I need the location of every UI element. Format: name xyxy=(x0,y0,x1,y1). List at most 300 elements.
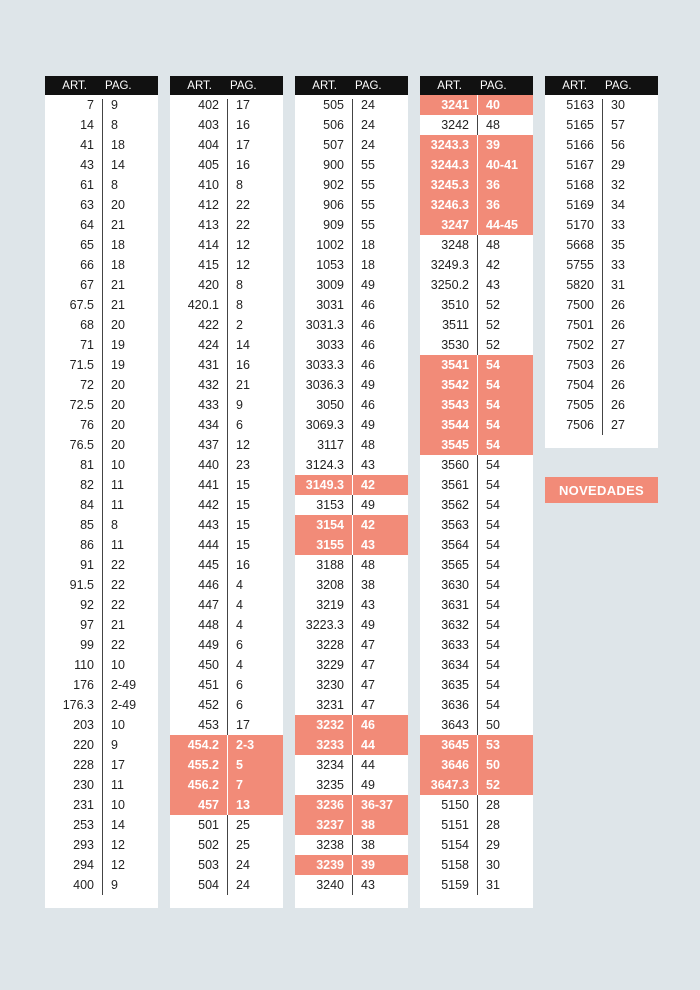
index-row-highlighted xyxy=(170,755,283,775)
index-row xyxy=(420,635,533,655)
index-row xyxy=(170,435,283,455)
art-number: 3154 xyxy=(316,518,344,532)
index-row xyxy=(170,395,283,415)
art-number: 91 xyxy=(80,558,94,572)
page-number: 42 xyxy=(361,518,375,532)
art-number: 76 xyxy=(80,418,94,432)
index-row xyxy=(420,455,533,475)
index-row xyxy=(45,535,158,555)
index-row xyxy=(45,615,158,635)
page-number: 10 xyxy=(111,718,125,732)
index-row xyxy=(45,415,158,435)
page-number: 48 xyxy=(486,238,500,252)
page-number: 19 xyxy=(111,338,125,352)
art-number: 447 xyxy=(198,598,219,612)
art-number: 3542 xyxy=(441,378,469,392)
art-number: 3565 xyxy=(441,558,469,572)
page-number: 54 xyxy=(486,358,500,372)
page-number: 48 xyxy=(361,558,375,572)
index-row xyxy=(45,475,158,495)
art-number: 3117 xyxy=(317,438,344,452)
art-number: 501 xyxy=(198,818,219,832)
index-row xyxy=(545,315,658,335)
page-number: 18 xyxy=(111,238,125,252)
page-number: 43 xyxy=(486,278,500,292)
index-row xyxy=(295,595,408,615)
art-number: 405 xyxy=(198,158,219,172)
art-number: 444 xyxy=(198,538,219,552)
pag-header: PAG. xyxy=(105,79,132,92)
art-number: 253 xyxy=(73,818,94,832)
index-row xyxy=(45,295,158,315)
index-row xyxy=(420,295,533,315)
art-number: 3240 xyxy=(316,878,344,892)
art-number: 437 xyxy=(198,438,219,452)
page-number: 8 xyxy=(236,178,243,192)
index-row xyxy=(45,835,158,855)
index-row-highlighted xyxy=(420,735,533,755)
art-number: 3631 xyxy=(441,598,469,612)
index-rows xyxy=(45,95,158,908)
page-number: 44 xyxy=(361,758,375,772)
art-number: 5163 xyxy=(566,98,594,112)
art-number: 3238 xyxy=(316,838,344,852)
page-number: 6 xyxy=(236,678,243,692)
index-row xyxy=(45,555,158,575)
art-number: 3510 xyxy=(441,298,469,312)
page-number: 31 xyxy=(486,878,500,892)
art-number: 3545 xyxy=(441,438,469,452)
index-row xyxy=(45,655,158,675)
page-number: 11 xyxy=(111,778,124,792)
index-row-highlighted xyxy=(295,515,408,535)
art-number: 420 xyxy=(198,278,219,292)
index-rows xyxy=(170,95,283,908)
index-row xyxy=(295,635,408,655)
page-number: 11 xyxy=(111,478,124,492)
art-number: 203 xyxy=(73,718,94,732)
index-row-highlighted xyxy=(420,135,533,155)
page-number: 54 xyxy=(486,538,500,552)
page-number: 54 xyxy=(486,658,500,672)
art-number: 3230 xyxy=(316,678,344,692)
index-row xyxy=(45,355,158,375)
index-row-highlighted xyxy=(295,855,408,875)
index-row-highlighted xyxy=(420,395,533,415)
index-row xyxy=(545,275,658,295)
index-row xyxy=(295,355,408,375)
art-number: 503 xyxy=(198,858,219,872)
page-number: 55 xyxy=(361,178,375,192)
index-row xyxy=(45,775,158,795)
page-number: 18 xyxy=(361,258,375,272)
index-row xyxy=(170,535,283,555)
index-row xyxy=(295,275,408,295)
page-number: 47 xyxy=(361,638,375,652)
art-number: 909 xyxy=(323,218,344,232)
index-row xyxy=(295,215,408,235)
page-number: 24 xyxy=(236,878,250,892)
page-number: 17 xyxy=(111,758,125,772)
index-row xyxy=(545,215,658,235)
index-row xyxy=(170,655,283,675)
page-number: 54 xyxy=(486,418,500,432)
index-row xyxy=(295,575,408,595)
index-row xyxy=(170,295,283,315)
index-row xyxy=(45,255,158,275)
index-row xyxy=(170,715,283,735)
index-row xyxy=(170,115,283,135)
index-row xyxy=(545,415,658,435)
index-row xyxy=(420,235,533,255)
index-row xyxy=(420,695,533,715)
page-number: 52 xyxy=(486,778,500,792)
art-number: 3562 xyxy=(441,498,469,512)
index-row xyxy=(45,275,158,295)
art-number: 3153 xyxy=(316,498,344,512)
page-number: 33 xyxy=(611,258,625,272)
art-number: 99 xyxy=(80,638,94,652)
page-number: 18 xyxy=(361,238,375,252)
page-number: 28 xyxy=(486,818,500,832)
page-number: 15 xyxy=(236,498,250,512)
index-row xyxy=(545,135,658,155)
art-number: 7506 xyxy=(566,418,594,432)
index-row xyxy=(295,335,408,355)
index-row xyxy=(45,675,158,695)
index-row xyxy=(420,495,533,515)
art-number: 231 xyxy=(73,798,94,812)
art-number: 220 xyxy=(73,738,94,752)
index-row xyxy=(45,335,158,355)
page-number: 49 xyxy=(361,778,375,792)
page-number: 14 xyxy=(236,338,250,352)
index-row xyxy=(170,135,283,155)
index-row xyxy=(295,555,408,575)
index-row xyxy=(170,695,283,715)
page-number: 54 xyxy=(486,458,500,472)
page-number: 54 xyxy=(486,598,500,612)
page-number: 25 xyxy=(236,818,250,832)
page-number: 13 xyxy=(236,798,250,812)
page-number: 21 xyxy=(111,218,125,232)
index-row xyxy=(420,115,533,135)
art-number: 3033 xyxy=(316,338,344,352)
page-number: 49 xyxy=(361,498,375,512)
page-number: 48 xyxy=(486,118,500,132)
index-row xyxy=(295,195,408,215)
index-row-highlighted xyxy=(295,795,408,815)
art-number: 3564 xyxy=(441,538,469,552)
page-number: 38 xyxy=(361,838,375,852)
page-number: 4 xyxy=(236,658,243,672)
index-row xyxy=(170,575,283,595)
art-number: 415 xyxy=(198,258,219,272)
page-number: 16 xyxy=(236,358,250,372)
page-number: 8 xyxy=(111,178,118,192)
page-number: 25 xyxy=(236,838,250,852)
page-number: 12 xyxy=(236,258,250,272)
page-number: 38 xyxy=(361,578,375,592)
index-row xyxy=(170,495,283,515)
index-row xyxy=(170,455,283,475)
page-number: 21 xyxy=(111,278,125,292)
page-number: 26 xyxy=(611,398,625,412)
art-number: 504 xyxy=(198,878,219,892)
index-row xyxy=(170,855,283,875)
index-row xyxy=(170,555,283,575)
index-row-highlighted xyxy=(295,735,408,755)
index-row xyxy=(420,715,533,735)
art-number: 3630 xyxy=(441,578,469,592)
index-row xyxy=(295,315,408,335)
art-number: 5820 xyxy=(566,278,594,292)
page-number: 54 xyxy=(486,618,500,632)
page-number: 21 xyxy=(236,378,250,392)
art-number: 41 xyxy=(80,138,94,152)
art-number: 3645 xyxy=(441,738,469,752)
art-number: 71.5 xyxy=(69,358,94,372)
page-number: 22 xyxy=(111,638,125,652)
index-row xyxy=(45,695,158,715)
index-row-highlighted xyxy=(420,375,533,395)
index-row xyxy=(170,275,283,295)
index-row-highlighted xyxy=(420,195,533,215)
art-number: 3250.2 xyxy=(430,278,469,292)
art-number: 402 xyxy=(198,98,219,112)
art-number: 446 xyxy=(198,578,219,592)
index-row-highlighted xyxy=(170,775,283,795)
pag-header: PAG. xyxy=(480,79,507,92)
page-number: 46 xyxy=(361,398,375,412)
page-number: 18 xyxy=(111,138,125,152)
index-row xyxy=(420,675,533,695)
index-row xyxy=(545,115,658,135)
art-number: 502 xyxy=(198,838,219,852)
art-number: 434 xyxy=(198,418,219,432)
index-row xyxy=(170,335,283,355)
art-number: 3646 xyxy=(441,758,469,772)
index-row xyxy=(45,575,158,595)
page-number: 30 xyxy=(611,98,625,112)
page-number: 2-49 xyxy=(111,678,137,692)
page-number: 55 xyxy=(361,198,375,212)
art-number: 420.1 xyxy=(187,298,219,312)
art-number: 7502 xyxy=(566,338,594,352)
index-row xyxy=(295,415,408,435)
page-number: 47 xyxy=(361,698,375,712)
column-header xyxy=(295,76,408,95)
art-number: 3561 xyxy=(441,478,469,492)
page-number: 32 xyxy=(611,178,625,192)
art-header: ART. xyxy=(562,79,587,92)
index-row xyxy=(45,115,158,135)
art-number: 3219 xyxy=(316,598,344,612)
page-number: 46 xyxy=(361,298,375,312)
art-number: 3544 xyxy=(441,418,469,432)
art-number: 228 xyxy=(73,758,94,772)
art-number: 410 xyxy=(198,178,219,192)
page-number: 56 xyxy=(611,138,625,152)
index-row xyxy=(420,535,533,555)
page-number: 55 xyxy=(361,218,375,232)
page-number: 54 xyxy=(486,698,500,712)
page-number: 27 xyxy=(611,338,625,352)
page-number: 15 xyxy=(236,518,250,532)
page-number: 11 xyxy=(111,538,124,552)
index-row xyxy=(420,855,533,875)
art-number: 457 xyxy=(198,798,219,812)
page-number: 8 xyxy=(236,298,243,312)
page-number: 28 xyxy=(486,798,500,812)
index-row-highlighted xyxy=(420,775,533,795)
page-number: 44 xyxy=(361,738,375,752)
index-row xyxy=(295,135,408,155)
page-number: 22 xyxy=(111,578,125,592)
page-number: 20 xyxy=(111,418,125,432)
art-number: 72 xyxy=(80,378,94,392)
page-number: 5 xyxy=(236,758,243,772)
page-number: 29 xyxy=(611,158,625,172)
page-number: 43 xyxy=(361,878,375,892)
art-number: 5158 xyxy=(441,858,469,872)
index-row xyxy=(170,675,283,695)
art-number: 3241 xyxy=(441,98,469,112)
index-row xyxy=(170,355,283,375)
index-row xyxy=(45,235,158,255)
art-number: 506 xyxy=(323,118,344,132)
index-row-highlighted xyxy=(420,355,533,375)
index-row xyxy=(295,395,408,415)
art-number: 3188 xyxy=(316,558,344,572)
page-number: 33 xyxy=(611,218,625,232)
page-number: 49 xyxy=(361,618,375,632)
art-number: 97 xyxy=(80,618,94,632)
index-row xyxy=(545,395,658,415)
art-number: 3229 xyxy=(316,658,344,672)
page-number: 52 xyxy=(486,298,500,312)
index-row xyxy=(295,615,408,635)
index-row xyxy=(45,595,158,615)
index-row xyxy=(170,635,283,655)
art-number: 3511 xyxy=(442,318,469,332)
page-number: 43 xyxy=(361,458,375,472)
art-number: 3563 xyxy=(441,518,469,532)
index-row-highlighted xyxy=(295,715,408,735)
art-number: 3632 xyxy=(441,618,469,632)
page-number: 19 xyxy=(111,358,125,372)
art-number: 3242 xyxy=(441,118,469,132)
page-number: 24 xyxy=(236,858,250,872)
column-header xyxy=(545,76,658,95)
page-number: 36 xyxy=(486,198,500,212)
page-number: 43 xyxy=(361,598,375,612)
art-number: 3033.3 xyxy=(305,358,344,372)
index-row xyxy=(45,735,158,755)
index-row xyxy=(545,195,658,215)
index-row xyxy=(545,175,658,195)
art-number: 5165 xyxy=(566,118,594,132)
page-number: 50 xyxy=(486,718,500,732)
page-number: 22 xyxy=(236,198,250,212)
page-number: 54 xyxy=(486,438,500,452)
art-number: 424 xyxy=(198,338,219,352)
index-row xyxy=(545,375,658,395)
art-number: 61 xyxy=(80,178,94,192)
index-row xyxy=(420,255,533,275)
page-number: 12 xyxy=(236,438,250,452)
art-number: 400 xyxy=(73,878,94,892)
index-row xyxy=(545,355,658,375)
index-row xyxy=(295,675,408,695)
art-number: 3232 xyxy=(316,718,344,732)
art-number: 3009 xyxy=(316,278,344,292)
page-number: 26 xyxy=(611,378,625,392)
page-number: 46 xyxy=(361,338,375,352)
index-row-highlighted xyxy=(420,215,533,235)
art-number: 294 xyxy=(73,858,94,872)
art-number: 7500 xyxy=(566,298,594,312)
art-number: 413 xyxy=(198,218,219,232)
art-number: 5668 xyxy=(566,238,594,252)
art-header: ART. xyxy=(312,79,337,92)
art-number: 433 xyxy=(198,398,219,412)
art-number: 5154 xyxy=(441,838,469,852)
art-number: 441 xyxy=(198,478,219,492)
art-number: 3237 xyxy=(316,818,344,832)
index-row xyxy=(295,435,408,455)
page-number: 30 xyxy=(486,858,500,872)
index-row-highlighted xyxy=(295,535,408,555)
art-number: 431 xyxy=(198,358,219,372)
page-number: 46 xyxy=(361,358,375,372)
page-number: 54 xyxy=(486,578,500,592)
index-row xyxy=(420,595,533,615)
art-number: 3244.3 xyxy=(430,158,469,172)
page-number: 7 xyxy=(236,778,243,792)
page-number: 52 xyxy=(486,318,500,332)
page-number: 14 xyxy=(111,818,125,832)
page-number: 26 xyxy=(611,358,625,372)
art-number: 3643 xyxy=(441,718,469,732)
index-row xyxy=(45,495,158,515)
index-row xyxy=(420,315,533,335)
page-number: 54 xyxy=(486,518,500,532)
art-number: 43 xyxy=(80,158,94,172)
art-header: ART. xyxy=(437,79,462,92)
art-number: 66 xyxy=(80,258,94,272)
art-number: 3245.3 xyxy=(430,178,469,192)
art-number: 902 xyxy=(323,178,344,192)
page-number: 17 xyxy=(236,138,250,152)
art-number: 67.5 xyxy=(69,298,94,312)
art-number: 5167 xyxy=(566,158,594,172)
page-number: 17 xyxy=(236,718,250,732)
index-row xyxy=(295,695,408,715)
index-row xyxy=(45,855,158,875)
page-number: 20 xyxy=(111,438,125,452)
index-row xyxy=(45,195,158,215)
page-number: 31 xyxy=(611,278,625,292)
index-row xyxy=(420,575,533,595)
art-number: 3236 xyxy=(316,798,344,812)
index-row xyxy=(295,155,408,175)
index-row xyxy=(170,615,283,635)
art-number: 7504 xyxy=(566,378,594,392)
art-number: 3635 xyxy=(441,678,469,692)
art-number: 86 xyxy=(80,538,94,552)
index-row xyxy=(45,755,158,775)
